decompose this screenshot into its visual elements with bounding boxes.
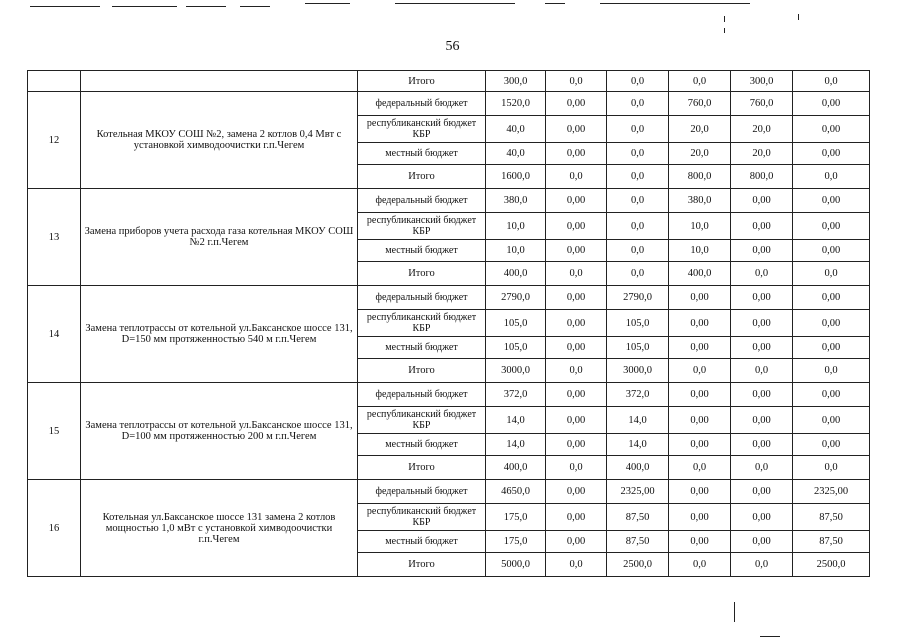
amount-cell: 0,00 <box>731 286 793 310</box>
amount-cell: 0,0 <box>607 262 669 286</box>
amount-cell: 372,0 <box>607 383 669 407</box>
funding-source-cell: Итого <box>358 553 486 577</box>
table-row <box>28 383 870 407</box>
amount-cell: 105,0 <box>486 337 546 359</box>
amount-cell: 0,00 <box>793 116 870 143</box>
amount-cell: 0,00 <box>669 480 731 504</box>
amount-cell: 0,00 <box>793 213 870 240</box>
amount-cell: 0,0 <box>793 456 870 480</box>
amount-cell: 400,0 <box>669 262 731 286</box>
amount-cell: 105,0 <box>607 337 669 359</box>
amount-cell: 0,00 <box>793 383 870 407</box>
scan-artifact-line <box>112 6 177 7</box>
amount-cell: 0,00 <box>669 434 731 456</box>
amount-cell: 0,00 <box>546 337 607 359</box>
amount-cell: 87,50 <box>607 504 669 531</box>
amount-cell: 0,00 <box>546 531 607 553</box>
amount-cell: 0,00 <box>793 143 870 165</box>
amount-cell: 0,0 <box>731 359 793 383</box>
scan-artifact-line <box>305 3 350 4</box>
amount-cell: 0,00 <box>546 189 607 213</box>
amount-cell: 0,0 <box>607 240 669 262</box>
amount-cell: 0,0 <box>546 71 607 92</box>
amount-cell: 0,00 <box>731 480 793 504</box>
amount-cell: 1520,0 <box>486 92 546 116</box>
table-row <box>28 286 870 310</box>
funding-source-cell: республиканский бюджет КБР <box>358 504 486 531</box>
amount-cell: 105,0 <box>486 310 546 337</box>
amount-cell: 105,0 <box>607 310 669 337</box>
funding-source-cell: местный бюджет <box>358 143 486 165</box>
amount-cell: 0,00 <box>546 434 607 456</box>
amount-cell: 0,0 <box>546 456 607 480</box>
amount-cell: 0,00 <box>731 337 793 359</box>
amount-cell: 0,0 <box>607 189 669 213</box>
amount-cell: 0,0 <box>607 143 669 165</box>
amount-cell: 0,0 <box>669 553 731 577</box>
item-number-cell <box>28 71 81 92</box>
amount-cell: 3000,0 <box>607 359 669 383</box>
scan-artifact-line <box>760 636 780 637</box>
amount-cell: 20,0 <box>669 116 731 143</box>
amount-cell: 87,50 <box>793 504 870 531</box>
amount-cell: 0,00 <box>793 189 870 213</box>
amount-cell: 0,0 <box>607 213 669 240</box>
amount-cell: 0,00 <box>546 116 607 143</box>
amount-cell: 14,0 <box>607 434 669 456</box>
amount-cell: 0,00 <box>731 213 793 240</box>
item-description-cell <box>81 71 358 92</box>
item-number-cell: 15 <box>28 383 81 480</box>
item-number-cell: 12 <box>28 92 81 189</box>
scan-artifact-line <box>545 3 565 4</box>
funding-source-cell: республиканский бюджет КБР <box>358 116 486 143</box>
table-row <box>28 71 870 92</box>
scan-artifact-tick <box>724 28 725 33</box>
table-row <box>28 189 870 213</box>
table-row <box>28 480 870 504</box>
scan-artifact-line <box>186 6 226 7</box>
amount-cell: 14,0 <box>486 434 546 456</box>
amount-cell: 0,0 <box>793 71 870 92</box>
funding-source-cell: местный бюджет <box>358 434 486 456</box>
amount-cell: 372,0 <box>486 383 546 407</box>
amount-cell: 0,00 <box>731 434 793 456</box>
amount-cell: 0,00 <box>546 213 607 240</box>
amount-cell: 0,00 <box>793 240 870 262</box>
page-number: 56 <box>445 39 460 54</box>
amount-cell: 0,00 <box>546 310 607 337</box>
amount-cell: 0,0 <box>607 116 669 143</box>
amount-cell: 0,0 <box>669 456 731 480</box>
amount-cell: 20,0 <box>731 116 793 143</box>
funding-source-cell: республиканский бюджет КБР <box>358 213 486 240</box>
amount-cell: 0,00 <box>793 434 870 456</box>
amount-cell: 40,0 <box>486 143 546 165</box>
funding-source-cell: республиканский бюджет КБР <box>358 310 486 337</box>
amount-cell: 0,0 <box>793 359 870 383</box>
amount-cell: 0,00 <box>669 286 731 310</box>
funding-source-cell: Итого <box>358 71 486 92</box>
amount-cell: 0,00 <box>793 337 870 359</box>
amount-cell: 380,0 <box>486 189 546 213</box>
scan-artifact-tick <box>724 16 725 22</box>
amount-cell: 2790,0 <box>486 286 546 310</box>
amount-cell: 0,0 <box>546 165 607 189</box>
amount-cell: 20,0 <box>731 143 793 165</box>
amount-cell: 400,0 <box>486 456 546 480</box>
scan-artifact-line <box>600 3 750 4</box>
funding-source-cell: Итого <box>358 359 486 383</box>
funding-source-cell: Итого <box>358 456 486 480</box>
amount-cell: 0,00 <box>731 407 793 434</box>
item-description-cell: Котельная ул.Баксанское шоссе 131 замена 2 котлов мощностью 1,0 мВт с установкой химводоочистки г.п.Чегем <box>81 480 358 577</box>
amount-cell: 3000,0 <box>486 359 546 383</box>
funding-source-cell: республиканский бюджет КБР <box>358 407 486 434</box>
amount-cell: 0,00 <box>546 240 607 262</box>
funding-source-cell: Итого <box>358 165 486 189</box>
funding-source-cell: федеральный бюджет <box>358 92 486 116</box>
amount-cell: 0,00 <box>669 383 731 407</box>
amount-cell: 2500,0 <box>607 553 669 577</box>
amount-cell: 1600,0 <box>486 165 546 189</box>
table-row <box>28 92 870 116</box>
funding-source-cell: Итого <box>358 262 486 286</box>
item-number-cell: 16 <box>28 480 81 577</box>
amount-cell: 400,0 <box>486 262 546 286</box>
amount-cell: 40,0 <box>486 116 546 143</box>
funding-source-cell: местный бюджет <box>358 531 486 553</box>
amount-cell: 0,00 <box>669 407 731 434</box>
amount-cell: 87,50 <box>607 531 669 553</box>
amount-cell: 0,00 <box>669 337 731 359</box>
amount-cell: 0,00 <box>793 286 870 310</box>
item-description-cell: Замена приборов учета расхода газа котельная МКОУ СОШ №2 г.п.Чегем <box>81 189 358 286</box>
funding-source-cell: федеральный бюджет <box>358 480 486 504</box>
amount-cell: 300,0 <box>486 71 546 92</box>
scan-artifact-tick <box>734 602 735 622</box>
amount-cell: 175,0 <box>486 531 546 553</box>
amount-cell: 0,00 <box>546 143 607 165</box>
amount-cell: 760,0 <box>731 92 793 116</box>
scan-artifact-line <box>240 6 270 7</box>
amount-cell: 87,50 <box>793 531 870 553</box>
scan-artifact-line <box>395 3 515 4</box>
amount-cell: 0,00 <box>669 504 731 531</box>
amount-cell: 0,0 <box>731 456 793 480</box>
amount-cell: 0,00 <box>669 310 731 337</box>
amount-cell: 0,0 <box>607 165 669 189</box>
funding-source-cell: местный бюджет <box>358 240 486 262</box>
amount-cell: 0,0 <box>546 359 607 383</box>
amount-cell: 2325,00 <box>793 480 870 504</box>
amount-cell: 2790,0 <box>607 286 669 310</box>
amount-cell: 5000,0 <box>486 553 546 577</box>
amount-cell: 0,00 <box>731 531 793 553</box>
amount-cell: 0,00 <box>793 407 870 434</box>
amount-cell: 0,0 <box>607 92 669 116</box>
amount-cell: 10,0 <box>669 240 731 262</box>
amount-cell: 0,00 <box>546 407 607 434</box>
amount-cell: 800,0 <box>731 165 793 189</box>
funding-source-cell: федеральный бюджет <box>358 189 486 213</box>
item-description-cell: Замена теплотрассы от котельной ул.Баксанское шоссе 131, D=100 мм протяженностью 200 м г.п.Чегем <box>81 383 358 480</box>
amount-cell: 0,00 <box>731 504 793 531</box>
amount-cell: 0,00 <box>546 286 607 310</box>
item-number-cell: 14 <box>28 286 81 383</box>
amount-cell: 0,00 <box>793 92 870 116</box>
amount-cell: 400,0 <box>607 456 669 480</box>
amount-cell: 300,0 <box>731 71 793 92</box>
amount-cell: 0,00 <box>731 189 793 213</box>
amount-cell: 2325,00 <box>607 480 669 504</box>
amount-cell: 0,00 <box>546 504 607 531</box>
amount-cell: 10,0 <box>669 213 731 240</box>
amount-cell: 760,0 <box>669 92 731 116</box>
amount-cell: 20,0 <box>669 143 731 165</box>
amount-cell: 4650,0 <box>486 480 546 504</box>
amount-cell: 0,0 <box>793 262 870 286</box>
amount-cell: 0,00 <box>731 310 793 337</box>
funding-source-cell: федеральный бюджет <box>358 286 486 310</box>
amount-cell: 0,0 <box>546 553 607 577</box>
amount-cell: 175,0 <box>486 504 546 531</box>
amount-cell: 0,00 <box>669 531 731 553</box>
funding-source-cell: местный бюджет <box>358 337 486 359</box>
funding-source-cell: федеральный бюджет <box>358 383 486 407</box>
amount-cell: 10,0 <box>486 240 546 262</box>
amount-cell: 380,0 <box>669 189 731 213</box>
item-description-cell: Замена теплотрассы от котельной ул.Баксанское шоссе 131, D=150 мм протяженностью 540 м г.п.Чегем <box>81 286 358 383</box>
amount-cell: 2500,0 <box>793 553 870 577</box>
item-number-cell: 13 <box>28 189 81 286</box>
item-description-cell: Котельная МКОУ СОШ №2, замена 2 котлов 0,4 Мвт с установкой химводоочистки г.п.Чегем <box>81 92 358 189</box>
amount-cell: 0,0 <box>731 553 793 577</box>
amount-cell: 0,00 <box>731 240 793 262</box>
table-body <box>28 71 870 577</box>
amount-cell: 14,0 <box>607 407 669 434</box>
amount-cell: 0,0 <box>793 165 870 189</box>
amount-cell: 0,0 <box>731 262 793 286</box>
amount-cell: 0,00 <box>546 480 607 504</box>
amount-cell: 10,0 <box>486 213 546 240</box>
amount-cell: 0,00 <box>546 383 607 407</box>
amount-cell: 0,00 <box>793 310 870 337</box>
amount-cell: 14,0 <box>486 407 546 434</box>
amount-cell: 800,0 <box>669 165 731 189</box>
budget-table <box>27 70 870 577</box>
amount-cell: 0,0 <box>669 359 731 383</box>
amount-cell: 0,0 <box>546 262 607 286</box>
amount-cell: 0,0 <box>669 71 731 92</box>
amount-cell: 0,00 <box>546 92 607 116</box>
scan-artifact-line <box>30 6 100 7</box>
scan-artifact-tick <box>798 14 799 20</box>
amount-cell: 0,00 <box>731 383 793 407</box>
amount-cell: 0,0 <box>607 71 669 92</box>
